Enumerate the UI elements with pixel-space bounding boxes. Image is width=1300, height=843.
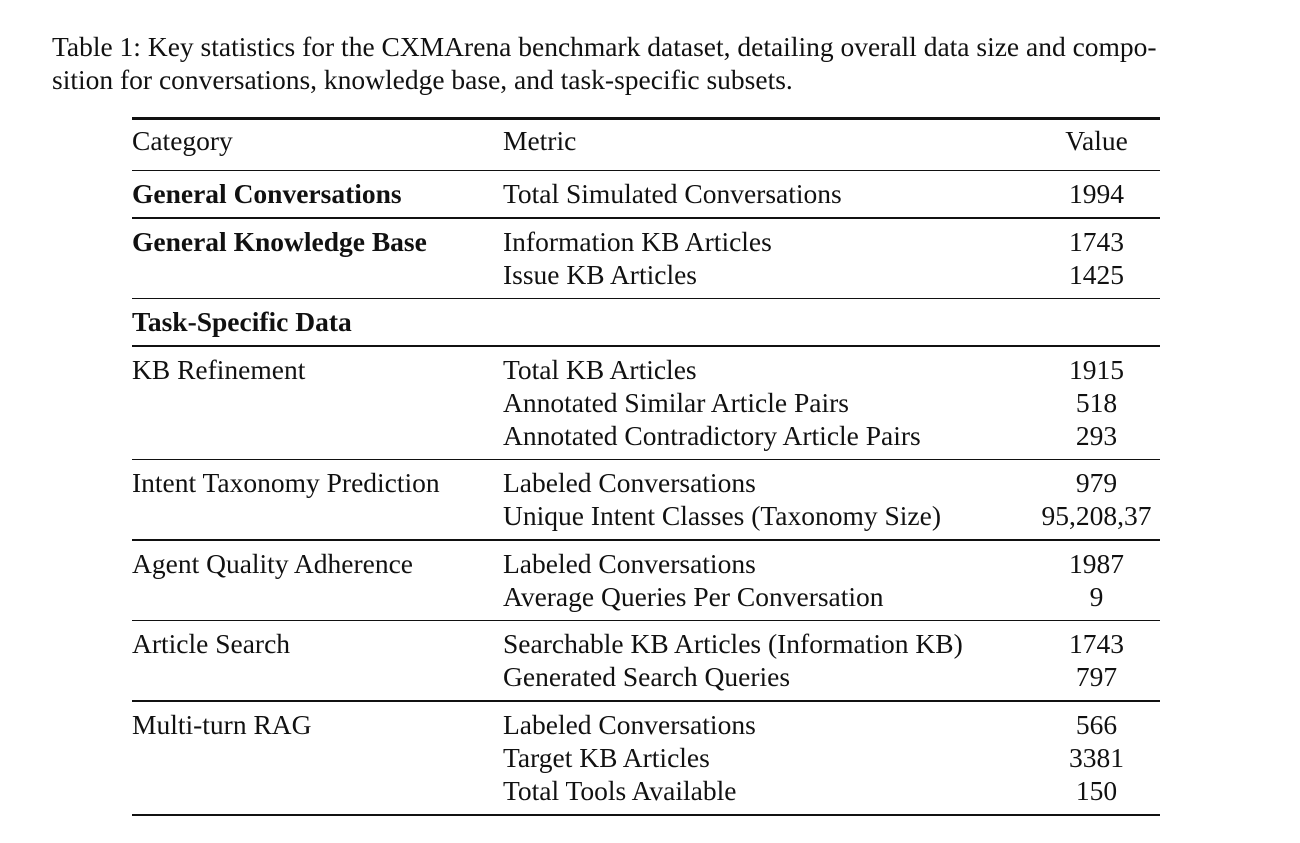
table-group — [132, 171, 1160, 217]
metric-cell: Generated Search Queries — [503, 661, 791, 692]
value-cell: 1915 — [1069, 353, 1124, 385]
value-cell: 9 — [1089, 580, 1104, 612]
value-cell: 95,208,37 — [1041, 500, 1152, 531]
metric-cell: Searchable KB Articles (Information KB) — [503, 628, 963, 659]
value-column — [1033, 708, 1160, 807]
value-cell: 1743 — [1069, 628, 1124, 659]
metric-cell: Total KB Articles — [503, 353, 697, 385]
value-column — [1033, 305, 1160, 338]
table-bottom-rule — [132, 814, 1160, 817]
value-column — [1033, 547, 1160, 613]
category-cell: General Conversations — [132, 178, 402, 209]
table-group — [132, 702, 1160, 814]
value-column — [1033, 177, 1160, 210]
metric-column — [503, 708, 1033, 807]
value-column — [1033, 225, 1160, 291]
metric-cell: Unique Intent Classes (Taxonomy Size) — [503, 500, 941, 531]
metric-cell: Total Tools Available — [503, 774, 737, 806]
header-metric: Metric — [503, 124, 577, 156]
caption-text-line2: sition for conversations, knowledge base, and task-specific subsets. — [52, 64, 793, 95]
metric-cell: Labeled Conversations — [503, 467, 756, 498]
table-group — [132, 621, 1160, 700]
value-cell: 1994 — [1069, 178, 1124, 209]
value-cell: 1743 — [1069, 225, 1124, 257]
metric-cell: Labeled Conversations — [503, 547, 756, 579]
value-cell: 1425 — [1069, 258, 1124, 290]
metric-cell: Total Simulated Conversations — [503, 178, 842, 209]
table-group — [132, 460, 1160, 539]
table-body — [132, 170, 1160, 817]
metric-cell: Annotated Similar Article Pairs — [503, 386, 849, 418]
table-group — [132, 219, 1160, 298]
table-caption — [52, 30, 1252, 96]
caption-text-line1: Key statistics for the CXMArena benchmark dataset, detailing overall data size and compo- — [147, 31, 1157, 62]
value-cell: 3381 — [1069, 741, 1124, 773]
metric-cell: Target KB Articles — [503, 741, 710, 773]
value-cell: 518 — [1075, 386, 1118, 418]
metric-column — [503, 547, 1033, 613]
metric-cell — [503, 305, 1033, 338]
value-column — [1033, 466, 1160, 532]
category-cell: KB Refinement — [132, 353, 306, 385]
value-cell: 797 — [1075, 661, 1118, 692]
metric-column — [503, 305, 1033, 338]
metric-cell: Annotated Contradictory Article Pairs — [503, 419, 921, 451]
table-group — [132, 299, 1160, 345]
value-cell: 150 — [1075, 774, 1118, 806]
category-cell: General Knowledge Base — [132, 225, 427, 257]
value-cell: 566 — [1075, 708, 1118, 740]
metric-cell: Issue KB Articles — [503, 258, 698, 290]
category-cell: Article Search — [132, 628, 291, 659]
value-cell: 293 — [1075, 419, 1118, 451]
metric-column — [503, 466, 1033, 532]
table-header-row — [132, 120, 1160, 170]
value-cell: 1987 — [1069, 547, 1124, 579]
table-group — [132, 347, 1160, 459]
metric-column — [503, 627, 1033, 693]
value-cell: 979 — [1075, 467, 1118, 498]
table-group — [132, 541, 1160, 620]
value-column — [1033, 353, 1160, 452]
value-cell — [1033, 305, 1160, 338]
category-cell: Task-Specific Data — [132, 306, 352, 337]
metric-column — [503, 225, 1033, 291]
category-cell: Multi-turn RAG — [132, 708, 312, 740]
value-column — [1033, 627, 1160, 693]
metric-column — [503, 353, 1033, 452]
metric-cell: Information KB Articles — [503, 225, 772, 257]
caption-label: Table 1: — [52, 31, 141, 62]
statistics-table — [132, 117, 1160, 816]
metric-column — [503, 177, 1033, 210]
category-cell: Agent Quality Adherence — [132, 547, 414, 579]
metric-cell: Labeled Conversations — [503, 708, 756, 740]
header-category: Category — [132, 124, 233, 156]
category-cell: Intent Taxonomy Prediction — [132, 467, 440, 498]
header-value: Value — [1065, 124, 1128, 156]
metric-cell: Average Queries Per Conversation — [503, 580, 884, 612]
